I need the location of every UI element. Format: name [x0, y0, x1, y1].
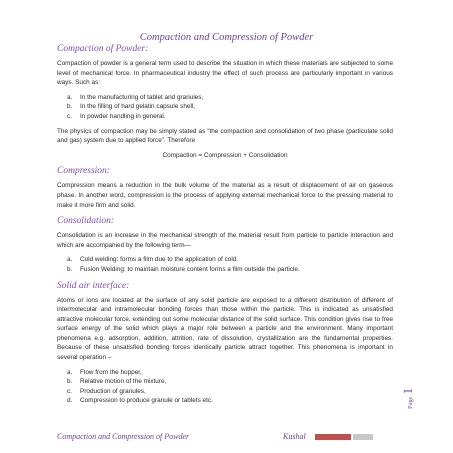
page-label: Page	[407, 396, 414, 409]
list-item	[67, 93, 393, 103]
paragraph: The physics of compaction may be simply stated as “the compaction and consolidation of two phase (particulate solid and gas) system due to applied force”. Therefore	[57, 127, 393, 145]
ordered-list	[57, 255, 393, 274]
paragraph: Compaction of powder is a general term used to describe the situation in which these materials are subjected to some level of mechanical force. In pharmaceutical industry the effect of such process are particularly important in various ways. Such as:	[57, 60, 393, 87]
list-item-text: In the manufacturing of tablet and granules,	[80, 93, 204, 101]
list-marker: a.	[67, 93, 73, 101]
section-heading-compression: Compression:	[57, 166, 110, 177]
page-footer	[57, 432, 377, 444]
list-marker: d.	[67, 397, 73, 405]
footer-author: Kushal	[283, 432, 306, 441]
list-marker: a.	[67, 368, 73, 376]
list-item-text: In powder handling in general.	[80, 112, 166, 120]
list-item	[67, 255, 393, 265]
list-marker: c.	[67, 387, 72, 395]
page-number-value: 1	[400, 387, 415, 395]
list-item-text: Relative motion of the mixture,	[80, 378, 167, 386]
paragraph: Atoms or ions are located at the surface of any solid particle are exposed to a different distribution of different of intermolecular and intramolecular bonding forces than those within the particle. This is indicated as unsatisfied attractive molecular force, extending out some molecular distance of the solid surface. This condition gives rise to free surface energy of the solid which plays a major role between a particle and the environment. Many important phenomena e.g. adsorption, addition, attrition, rate of dissolution, crystallization are the fundamental properties. Because of these unsatisfied bonding forces identically particle attract together. This phenomena is important in several operation –	[57, 296, 393, 362]
list-item-text: Cold welding: forms a film due to the application of cold.	[80, 256, 239, 264]
list-marker: c.	[67, 112, 72, 120]
formula: Compaction = Compression + Consolidation	[162, 151, 288, 159]
ordered-list	[57, 93, 393, 122]
list-marker: b.	[67, 265, 73, 273]
list-item	[67, 396, 393, 406]
section-heading-compaction: Compaction of Powder:	[57, 44, 149, 54]
list-item	[67, 368, 393, 378]
page-number	[399, 379, 423, 409]
footer-gray-bar	[353, 434, 373, 440]
list-item	[67, 387, 393, 397]
list-item-text: Flow from the hopper,	[80, 368, 142, 376]
document-body	[57, 43, 393, 411]
list-marker: a.	[67, 256, 73, 264]
footer-title: Compaction and Compression of Powder	[57, 432, 190, 441]
paragraph: Consolidation is an increase in the mechanical strength of the material result from particle to particle interaction and which are accompanied by the following term—	[57, 232, 393, 249]
paragraph: Compression means a reduction in the bulk volume of the material as a result of displacement of air on gaseous phase. In another word, compression is the process of applying external mechanical force to the pressing material to make it more firm and solid.	[57, 182, 393, 209]
list-item	[67, 112, 393, 122]
footer-accent-bar	[315, 434, 351, 440]
list-item-text: Compression to produce granule or tablets etc.	[80, 397, 213, 405]
ordered-list	[57, 368, 393, 406]
list-item-text: Fusion Welding: to maintain moisture content forms a film outside the particle.	[80, 265, 300, 273]
section-heading-solid-air-interface: Solid air interface:	[57, 280, 130, 291]
list-marker: b.	[67, 103, 73, 111]
list-item	[67, 377, 393, 387]
list-item-text: Production of granules,	[80, 387, 146, 395]
document-title: Compaction and Compression of Powder	[139, 32, 314, 43]
section-heading-consolidation: Consolidation:	[57, 216, 115, 227]
list-item	[67, 102, 393, 112]
list-marker: b.	[67, 378, 73, 386]
list-item	[67, 265, 393, 275]
list-item-text: In the filling of hard gelatin capsule shell,	[80, 103, 196, 111]
